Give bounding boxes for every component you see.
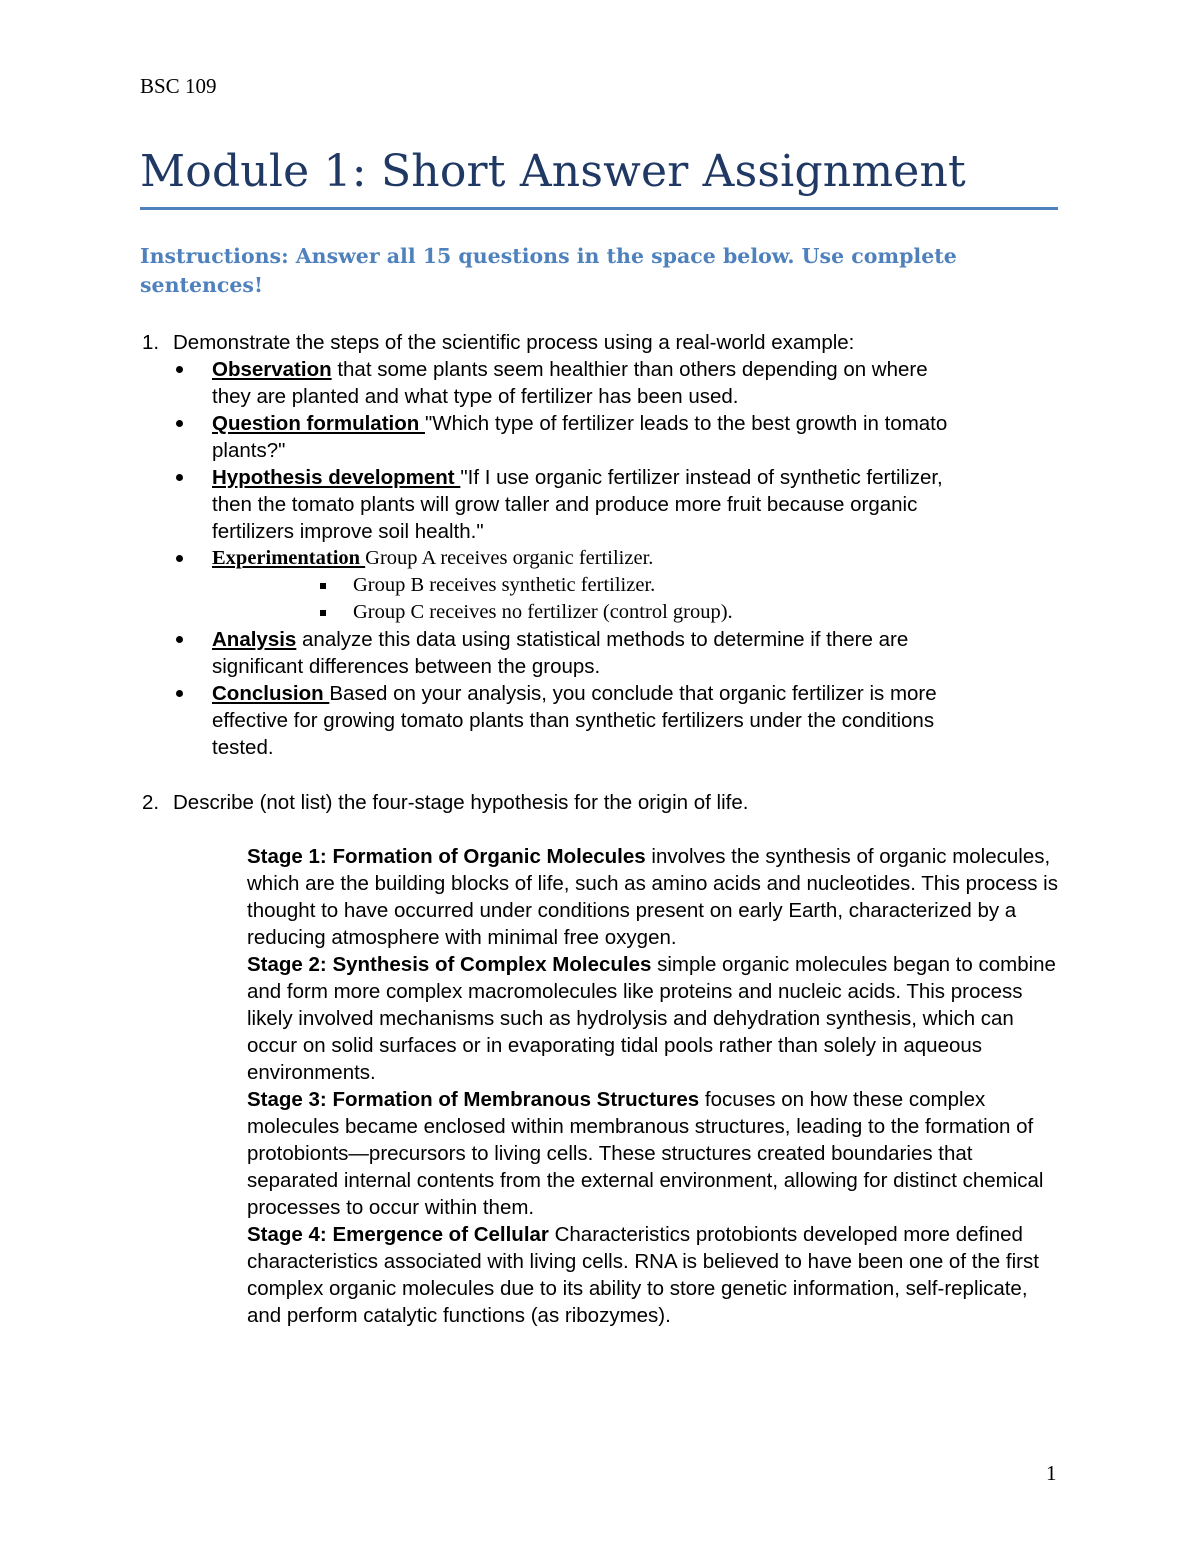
question-1-number: 1. [142,331,160,354]
question-1-text: Demonstrate the steps of the scientific process using a real-world example: [173,331,855,354]
hypothesis-text-1: "If I use organic fertilizer instead of synthetic fertilizer, [460,466,943,489]
bullet-icon [176,555,183,562]
experimentation-group-c: Group C receives no fertilizer (control group). [353,601,733,623]
bullet-analysis [212,626,1072,680]
conclusion-term: Conclusion [212,682,330,705]
bullet-icon [176,420,183,427]
question-2-text: Describe (not list) the four-stage hypothesis for the origin of life. [173,791,749,814]
bullet-question-formulation [212,410,1072,464]
bullet-icon [176,474,183,481]
hypothesis-text-3: fertilizers improve soil health." [212,520,484,543]
stage-1-heading: Stage 1: Formation of Organic Molecules [247,845,646,868]
experimentation-group-b: Group B receives synthetic fertilizer. [353,574,656,596]
conclusion-text-3: tested. [212,736,274,759]
stage-4-body: Characteristics protobionts developed more defined characteristics associated with living cells. RNA is believed to have been one of the first complex organic molecules due to its ability to store genetic information, self-replicate, and perform catalytic functions (as ribozymes). [247,1223,1039,1327]
stage-4-heading: Stage 4: Emergence of Cellular [247,1223,549,1246]
bullet-icon [176,636,183,643]
question-formulation-text-2: plants?" [212,439,286,462]
observation-text-1: that some plants seem healthier than others depending on where [331,358,928,381]
question-2-number: 2. [142,791,160,814]
bullet-observation [212,356,1072,410]
experimentation-text-1: Group A receives organic fertilizer. [365,547,654,569]
stage-2-body: simple organic molecules began to combine and form more complex macromolecules like proteins and nucleic acids. This process likely involved mechanisms such as hydrolysis and dehydration synthesis, which can occur on solid surfaces or in evaporating tidal pools rather than solely in aqueous environments. [247,953,1056,1084]
experimentation-term: Experimentation [212,547,366,569]
bullet-experimentation [212,545,1072,572]
page-number: 1 [1046,1461,1057,1485]
stage-3-body: focuses on how these complex molecules became enclosed within membranous structures, leading to the formation of protobionts—precursors to living cells. These structures created boundaries that separated internal contents from the external environment, allowing for distinct chemical processes to occur within them. [247,1088,1044,1219]
observation-term: Observation [212,358,332,381]
stage-2-heading: Stage 2: Synthesis of Complex Molecules [247,953,652,976]
square-bullet-icon [320,583,326,589]
analysis-term: Analysis [212,628,297,651]
bullet-icon [176,366,183,373]
question-formulation-text-1: "Which type of fertilizer leads to the best growth in tomato [424,412,948,435]
instructions: Instructions: Answer all 15 questions in the space below. Use complete sentences! [140,244,957,297]
analysis-text-2: significant differences between the groups. [212,655,601,678]
analysis-text-1: analyze this data using statistical methods to determine if there are [296,628,909,651]
stage-3 [247,1086,1067,1221]
stages-block [247,843,1067,1329]
stage-3-heading: Stage 3: Formation of Membranous Structures [247,1088,700,1111]
observation-text-2: they are planted and what type of fertilizer has been used. [212,385,739,408]
conclusion-text-2: effective for growing tomato plants than synthetic fertilizers under the conditions [212,709,935,732]
stage-2 [247,951,1067,1086]
bullet-conclusion [212,680,1072,761]
stage-1 [247,843,1067,951]
question-formulation-term: Question formulation [212,412,425,435]
bullet-hypothesis [212,464,1072,545]
course-code: BSC 109 [140,74,217,98]
title-underline [140,207,1058,210]
hypothesis-text-2: then the tomato plants will grow taller and produce more fruit because organic [212,493,918,516]
hypothesis-term: Hypothesis development [212,466,461,489]
stage-4 [247,1221,1067,1329]
page-title: Module 1: Short Answer Assignment [140,146,966,197]
stage-1-body: involves the synthesis of organic molecules, which are the building blocks of life, such as amino acids and nucleotides. This process is thought to have occurred under conditions present on early Earth, characterized by a reducing atmosphere with minimal free oxygen. [247,845,1058,949]
square-bullet-icon [320,610,326,616]
bullet-icon [176,690,183,697]
conclusion-text-1: Based on your analysis, you conclude that organic fertilizer is more [329,682,937,705]
